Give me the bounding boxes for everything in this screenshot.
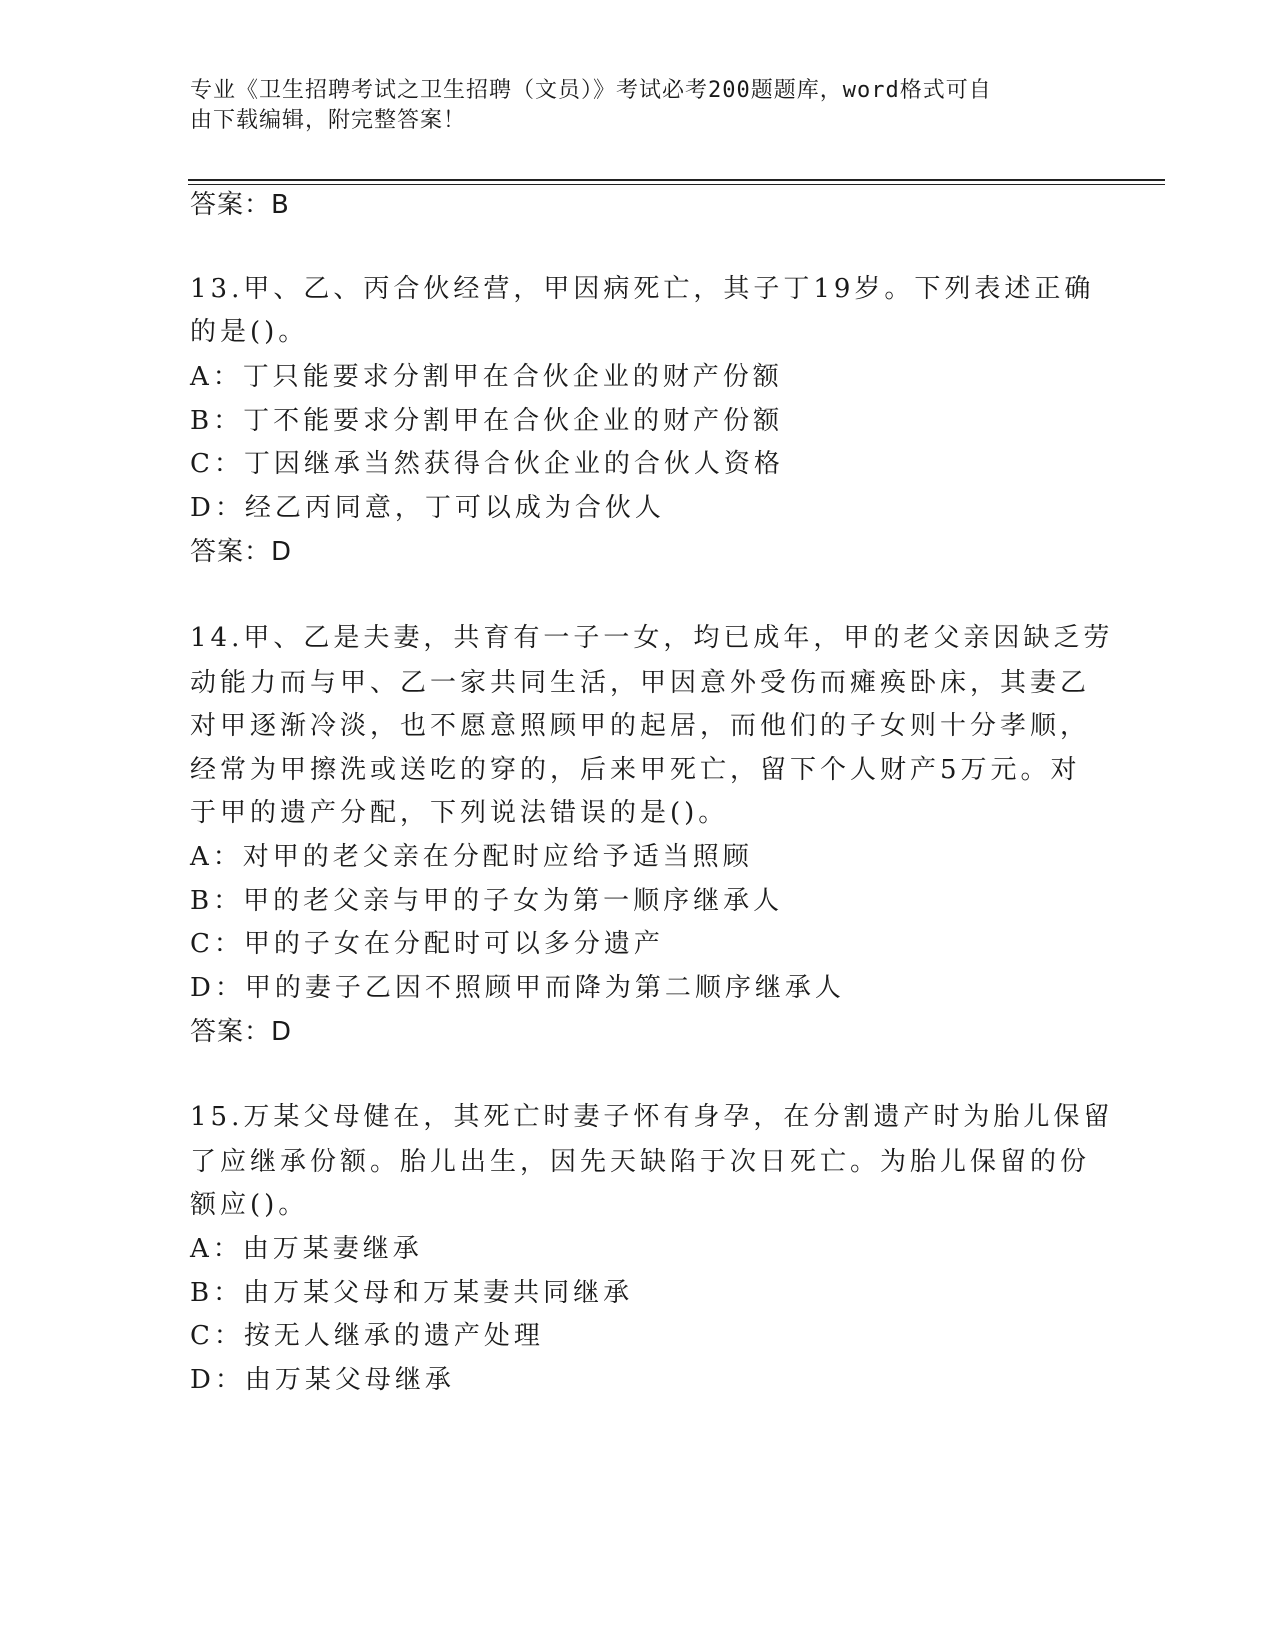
question-14-answer: 答案：D [190, 1017, 293, 1047]
question-15-stem-line-2: 了应继承份额。胎儿出生，因先天缺陷于次日死亡。为胎儿保留的份 [190, 1147, 1091, 1177]
question-15-option-c: C：按无人继承的遗产处理 [190, 1321, 544, 1351]
document-header [190, 76, 1090, 136]
header-line-2: 由下载编辑，附完整答案！ [190, 108, 467, 133]
header-divider-thin [188, 184, 1165, 185]
question-13-option-b: B：丁不能要求分割甲在合伙企业的财产份额 [190, 406, 784, 436]
question-15-stem-line-3: 额应()。 [190, 1190, 309, 1220]
previous-answer: 答案：B [190, 190, 290, 220]
question-14-stem-line-2: 动能力而与甲、乙一家共同生活，甲因意外受伤而瘫痪卧床，其妻乙 [190, 668, 1091, 698]
question-15-option-b: B：由万某父母和万某妻共同继承 [190, 1278, 634, 1308]
question-15-stem-line-1: 15.万某父母健在，其死亡时妻子怀有身孕，在分割遗产时为胎儿保留 [190, 1102, 1114, 1132]
question-13-answer: 答案：D [190, 537, 293, 567]
question-14-stem-line-3: 对甲逐渐冷淡，也不愿意照顾甲的起居，而他们的子女则十分孝顺， [190, 711, 1091, 741]
question-14-option-a: A：对甲的老父亲在分配时应给予适当照顾 [190, 842, 753, 872]
question-13-option-d: D：经乙丙同意，丁可以成为合伙人 [190, 493, 665, 523]
question-14-stem-line-5: 于甲的遗产分配，下列说法错误的是()。 [190, 798, 729, 828]
question-15-option-a: A：由万某妻继承 [190, 1234, 423, 1264]
header-line-1: 专业《卫生招聘考试之卫生招聘（文员）》考试必考200题题库，word格式可自 [190, 78, 992, 103]
header-divider-thick [188, 179, 1165, 181]
question-14-stem-line-1: 14.甲、乙是夫妻，共育有一子一女，均已成年，甲的老父亲因缺乏劳 [190, 623, 1114, 653]
question-13-stem-line-1: 13.甲、乙、丙合伙经营，甲因病死亡，其子丁19岁。下列表述正确 [190, 274, 1095, 304]
question-14-option-b: B：甲的老父亲与甲的子女为第一顺序继承人 [190, 886, 784, 916]
question-13-option-c: C：丁因继承当然获得合伙企业的合伙人资格 [190, 449, 784, 479]
question-14-option-c: C：甲的子女在分配时可以多分遗产 [190, 929, 664, 959]
question-13-option-a: A：丁只能要求分割甲在合伙企业的财产份额 [190, 362, 783, 392]
question-14-option-d: D：甲的妻子乙因不照顾甲而降为第二顺序继承人 [190, 973, 845, 1003]
question-15-option-d: D：由万某父母继承 [190, 1365, 455, 1395]
question-13-stem-line-2: 的是()。 [190, 317, 309, 347]
question-14-stem-line-4: 经常为甲擦洗或送吃的穿的，后来甲死亡，留下个人财产5万元。对 [190, 755, 1081, 785]
